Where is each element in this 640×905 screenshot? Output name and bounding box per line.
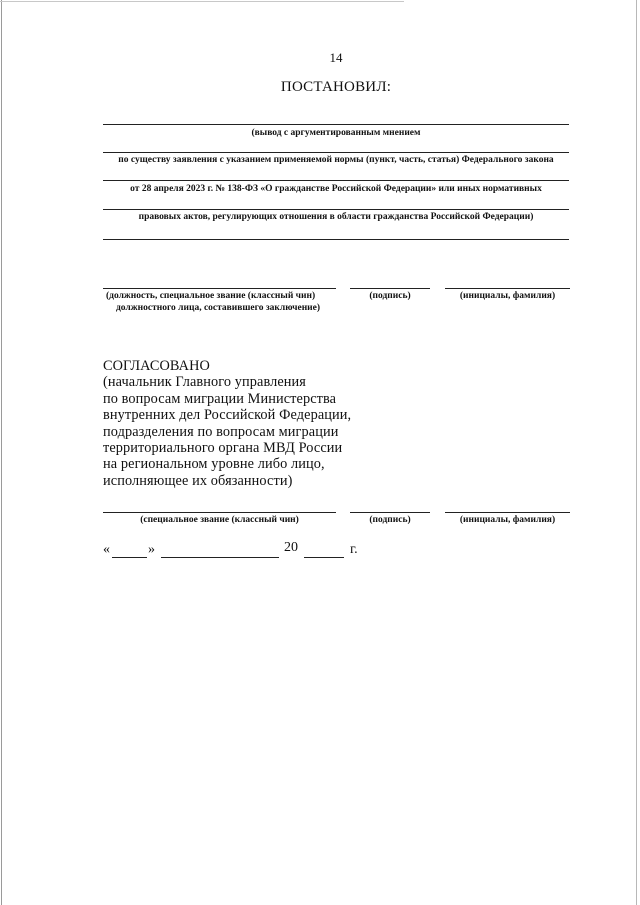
- year-suffix: г.: [350, 542, 358, 557]
- page-number: 14: [329, 50, 343, 65]
- year-line: [304, 557, 344, 558]
- approval-line: внутренних дел Российской Федерации,: [103, 407, 352, 424]
- month-line: [161, 557, 279, 558]
- name-caption: (инициалы, фамилия): [459, 291, 556, 301]
- position-caption: должностного лица, составившего заключение): [116, 303, 321, 313]
- approval-block: [103, 358, 403, 489]
- year-prefix: 20: [284, 540, 298, 555]
- name-line: [445, 512, 570, 513]
- conclusion-caption: по существу заявления с указанием применяемой нормы (пункт, часть, статья) Федерального закона: [118, 155, 554, 165]
- fill-line: [103, 239, 569, 240]
- rank-line: [103, 512, 336, 513]
- date-open-quote: «: [103, 542, 110, 557]
- fill-line: [103, 152, 569, 153]
- page-edge: [636, 0, 637, 905]
- position-caption: (должность, специальное звание (классный чин): [106, 291, 316, 301]
- page-edge: [1, 0, 2, 905]
- approval-heading: СОГЛАСОВАНО: [103, 358, 210, 374]
- fill-line: [103, 124, 569, 125]
- position-line: [103, 288, 336, 289]
- signature-line: [350, 512, 430, 513]
- rank-caption: (специальное звание (классный чин): [140, 515, 299, 525]
- approval-line: (начальник Главного управления: [103, 374, 306, 391]
- approval-line: исполняющее их обязанности): [103, 472, 293, 489]
- fill-line: [103, 180, 569, 181]
- date-close-quote: »: [148, 542, 155, 557]
- conclusion-caption: (вывод с аргументированным мнением: [251, 128, 421, 138]
- approval-line: подразделения по вопросам миграции: [103, 423, 339, 440]
- name-line: [445, 288, 570, 289]
- signature-caption: (подпись): [369, 515, 411, 525]
- document-title: ПОСТАНОВИЛ:: [280, 79, 392, 95]
- conclusion-caption: правовых актов, регулирующих отношения в области гражданства Российской Федерации): [138, 212, 534, 222]
- page-edge: [0, 1, 404, 2]
- name-caption: (инициалы, фамилия): [459, 515, 556, 525]
- day-line: [112, 557, 147, 558]
- signature-line: [350, 288, 430, 289]
- approval-line: на региональном уровне либо лицо,: [103, 456, 325, 473]
- fill-line: [103, 209, 569, 210]
- approval-line: территориального органа МВД России: [103, 440, 343, 457]
- signature-caption: (подпись): [369, 291, 411, 301]
- conclusion-caption: от 28 апреля 2023 г. № 138-ФЗ «О гражданстве Российской Федерации» или иных нормативных: [130, 184, 542, 194]
- approval-line: по вопросам миграции Министерства: [103, 390, 337, 407]
